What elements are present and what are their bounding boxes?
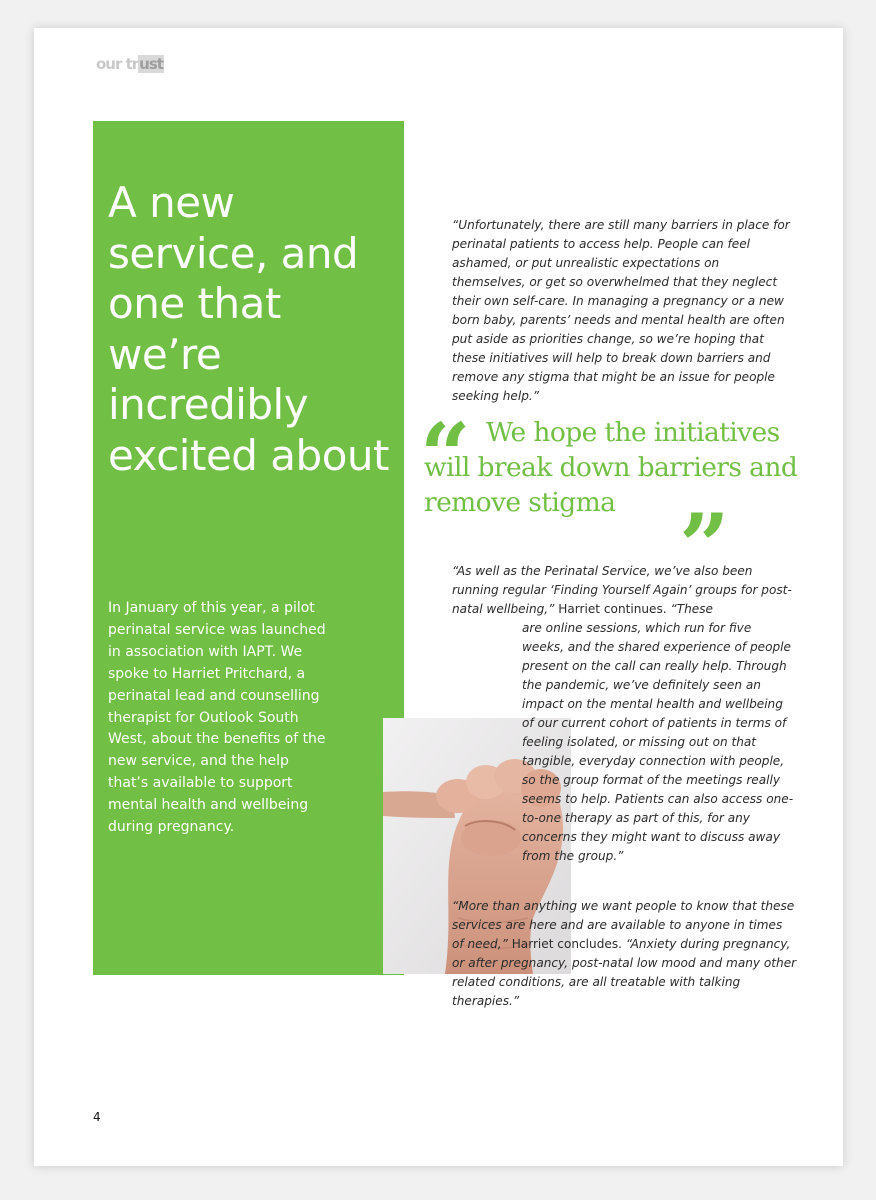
paragraph-2-quote-a: “As well as the Perinatal Service, we’ve also been running regular ‘Finding Yourself Again’ groups for post-natal wellbeing,”	[452, 564, 792, 616]
masthead-logo-part1: our tr	[96, 55, 139, 73]
page-number: 4	[93, 1110, 101, 1124]
magazine-page	[34, 28, 843, 1166]
masthead-logo	[96, 54, 164, 74]
paragraph-3-quote-a: “More than anything we want people to know that these services are here and are available to anyone in times of need,”	[452, 899, 795, 951]
paragraph-2-quote-b-start: “These	[670, 602, 713, 616]
paragraph-3-attribution: Harriet concludes.	[507, 937, 626, 951]
pull-quote-text: We hope the initiatives will break down barriers and remove stigma	[424, 417, 798, 518]
body-paragraph-2-top	[452, 562, 794, 619]
masthead-logo-part2: ust	[139, 55, 163, 73]
article-intro: In January of this year, a pilot perinatal service was launched in association with IAPT. We spoke to Harriet Pritchard, a perinatal lead and counselling therapist for Outlook South West, about the benefits of the new service, and the help that’s available to support mental health and wellbeing during pregnancy.	[108, 600, 326, 836]
body-paragraph-3	[452, 897, 797, 1011]
close-quote-mark: ”	[679, 494, 730, 598]
body-paragraph-2-wrap: are online sessions, which run for five weeks, and the shared experience of people present on the call can really help. Through the pandemic, we’ve definitely seen an impact on the mental health and wellbeing of our current cohort of patients in terms of feeling isolated, or missing out on that tangible, everyday connection with people, so the group format of the meetings really seems to help. Patients can also access one-to-one therapy as part of this, for any concerns they might want to discuss away from the group.”	[522, 621, 794, 863]
paragraph-2-attribution: Harriet continues.	[554, 602, 671, 616]
headline-panel	[93, 121, 404, 975]
article-headline: A new service, and one that we’re incredibly excited about	[108, 178, 389, 480]
paragraph-3-quote-b: “Anxiety during pregnancy, or after pregnancy, post-natal low mood and many other related conditions, are all treatable with talking therapies.”	[452, 937, 797, 1008]
pull-quote	[424, 415, 804, 520]
body-paragraph-1: “Unfortunately, there are still many barriers in place for perinatal patients to access help. People can feel ashamed, or put unrealistic expectations on themselves, or get so overwhelmed that they neglect their own self-care. In managing a pregnancy or a new born baby, parents’ needs and mental health are often put aside as priorities change, so we’re hoping that these initiatives will help to break down barriers and remove any stigma that might be an issue for people seeking help.”	[452, 218, 790, 403]
open-quote-mark: “	[420, 403, 471, 507]
